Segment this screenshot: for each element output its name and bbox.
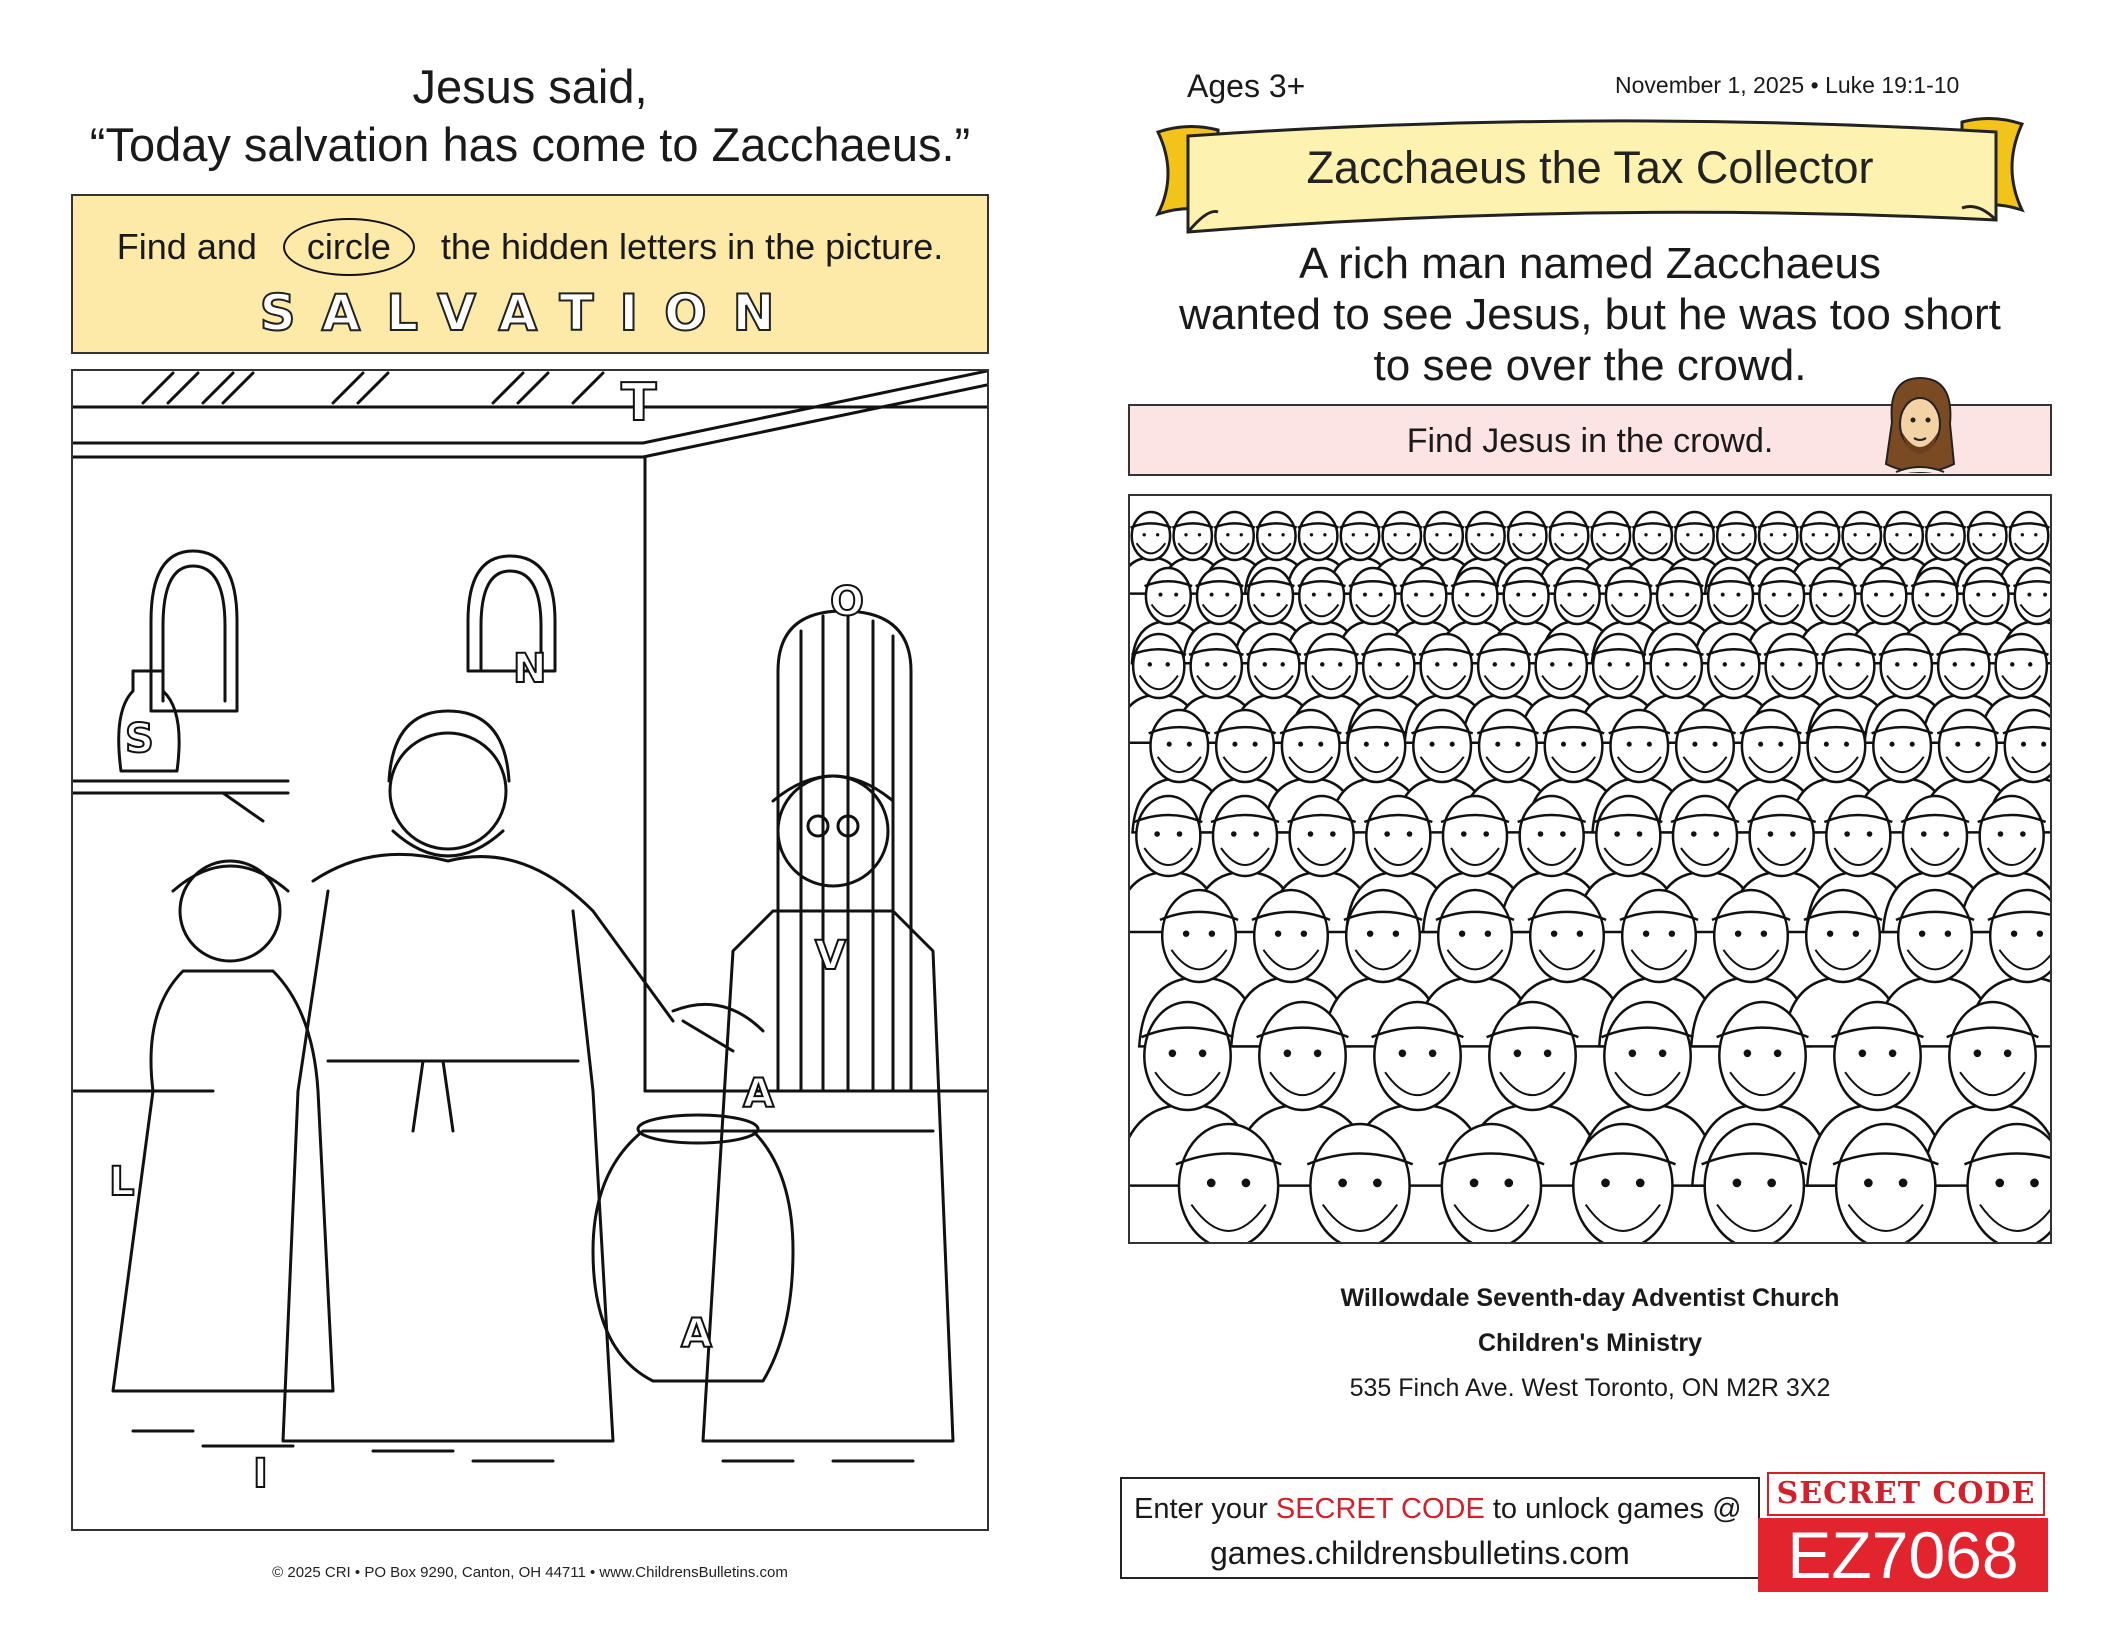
story-line-2: wanted to see Jesus, but he was too short [1179,290,2001,339]
story-line-1: A rich man named Zacchaeus [1298,239,1882,288]
hidden-word: SALVATION [259,284,801,342]
hidden-letter-a-1: A [743,1071,774,1117]
code-text-highlight: SECRET CODE [1275,1493,1485,1525]
games-url[interactable]: games.childrensbulletins.com [1210,1535,1630,1571]
crowd-illustration [1130,496,2050,1242]
code-text-after: to unlock games @ [1492,1493,1742,1525]
story-line-3: to see over the crowd. [1373,341,1807,390]
quote-line-1: Jesus said, [412,60,648,113]
secret-code-stamp: SECRET CODE [1767,1472,2045,1516]
hidden-letter-v: V [815,933,846,979]
hidden-letter-s: S [125,716,154,762]
room-scene-illustration [73,371,987,1529]
hidden-letter-o: O [830,579,865,625]
code-instruction-line [1134,1493,1742,1526]
crowd-picture [1128,494,2052,1244]
code-text-before: Enter your [1134,1493,1268,1525]
church-address: 535 Finch Ave. West Toronto, ON M2R 3X2 [1349,1374,1831,1402]
find-jesus-box [1128,404,2052,476]
date-reference [1615,72,1959,99]
instruction-line [73,218,987,276]
church-name: Willowdale Seventh-day Adventist Church [1340,1284,1840,1312]
scripture-reference: Luke 19:1-10 [1825,72,1960,98]
ministry-name: Children's Ministry [1477,1329,1703,1357]
ages-label: Ages 3+ [1187,68,1306,104]
find-jesus-text: Find Jesus in the crowd. [1406,422,1774,460]
instruction-before: Find and [116,226,257,267]
date: November 1, 2025 [1615,72,1805,98]
story-title: Zacchaeus the Tax Collector [1306,142,1874,193]
hidden-letter-i: I [253,1451,268,1497]
hidden-letter-l: L [109,1159,135,1205]
hidden-letter-a-2: A [681,1311,712,1357]
hidden-letters-instruction-box [71,194,989,354]
title-banner [1148,112,2032,244]
secret-code-instructions [1120,1477,1760,1579]
date-separator: • [1804,72,1826,98]
quote [60,58,1000,174]
quote-line-2: “Today salvation has come to Zacchaeus.” [89,118,971,171]
copyright-footer: © 2025 CRI • PO Box 9290, Canton, OH 44711 • www.ChildrensBulletins.com [272,1564,788,1581]
coloring-picture [71,369,989,1531]
secret-code-value: EZ7068 [1758,1518,2048,1592]
instruction-after: the hidden letters in the picture. [440,226,944,267]
jesus-face-icon [1878,372,1962,476]
church-info [1130,1276,2050,1411]
instruction-circle-word: circle [283,218,415,276]
hidden-letter-n: N [513,646,547,692]
hidden-letter-t: T [621,373,657,433]
story-text [1130,238,2050,391]
